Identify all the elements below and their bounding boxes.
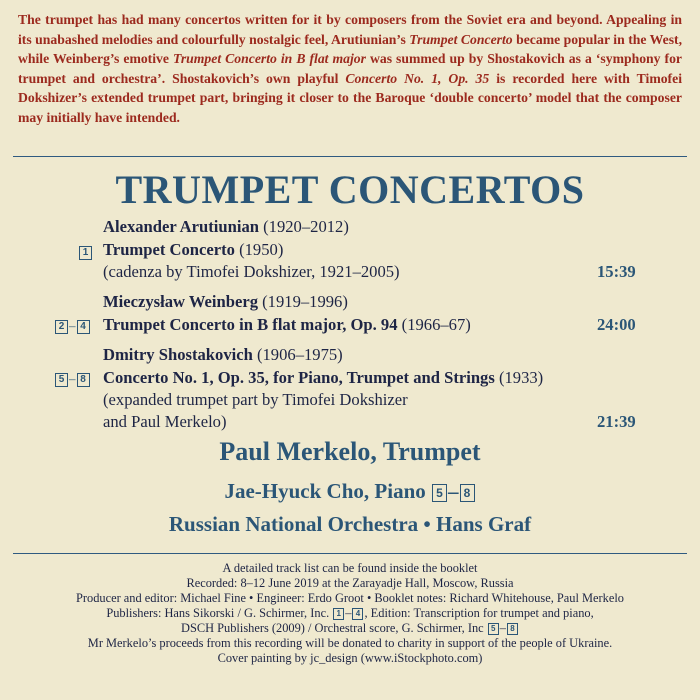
track-dash: – [448, 479, 459, 503]
work-title-weinberg [103, 315, 471, 335]
credits-line: Cover painting by jc_design (www.iStockphoto.com) [217, 651, 483, 665]
blurb-text: became popular in the West, while Weinberg’s emotive [18, 31, 683, 66]
work-note: (cadenza by Timofei Dokshizer, 1921–2005) [103, 262, 400, 281]
work-year: (1933) [498, 368, 544, 387]
track-box: 4 [77, 320, 90, 334]
blurb-emphasis: Trumpet Concerto [409, 31, 513, 47]
track-box: 5 [488, 623, 499, 635]
track-range [54, 318, 91, 334]
credits [0, 561, 700, 666]
work-title-shostakovich [103, 368, 543, 388]
credits-text: DSCH Publishers (2009) / Orchestral score, G. Schirmer, Inc [181, 621, 487, 635]
track-number [78, 244, 93, 260]
credits-line: Mr Merkelo’s proceeds from this recording will be donated to charity in support of the people of Ukraine. [87, 636, 613, 650]
credits-line [0, 606, 700, 621]
soloist: Paul Merkelo, Trumpet [219, 437, 481, 466]
composer-name: Dmitry Shostakovich [103, 345, 253, 364]
blurb-emphasis: Trumpet Concerto in B flat major [172, 51, 366, 66]
track-dash: – [499, 621, 506, 635]
duration: 21:39 [597, 412, 636, 431]
composer-arutiunian [103, 217, 349, 237]
track-dash: – [69, 318, 76, 333]
work-year: (1966–67) [401, 315, 471, 334]
blurb [18, 10, 682, 127]
work-note: (expanded trumpet part by Timofei Dokshizer [103, 390, 408, 409]
duration: 15:39 [597, 262, 636, 281]
composer-name: Alexander Arutiunian [103, 217, 259, 236]
track-box: 5 [55, 373, 68, 387]
composer-dates: (1906–1975) [256, 345, 343, 364]
credits-text: , Edition: Transcription for trumpet and piano, [364, 606, 594, 620]
work-title-arutiunian [103, 240, 283, 260]
track-box: 5 [432, 484, 447, 502]
composer-name: Mieczysław Weinberg [103, 292, 258, 311]
credits-line [0, 621, 700, 636]
work-title: Trumpet Concerto in B flat major, Op. 94 [103, 315, 398, 334]
duration: 24:00 [597, 315, 636, 334]
track-range [54, 371, 91, 387]
track-dash: – [69, 371, 76, 386]
divider-bottom [13, 553, 687, 554]
work-note: and Paul Merkelo) [103, 412, 227, 431]
credits-line: Producer and editor: Michael Fine • Engineer: Erdo Groot • Booklet notes: Richard Whitehouse, Paul Merkelo [75, 591, 624, 605]
composer-dates: (1919–1996) [262, 292, 348, 311]
blurb-text: is recorded here with Timofei Dokshizer’s extended trumpet part, bringing it closer to the Baroque ‘double concerto’ model that the composer may initially have intended. [18, 70, 682, 125]
track-box: 4 [352, 608, 363, 620]
track-box: 1 [79, 246, 92, 260]
album-title: TRUMPET CONCERTOS [115, 167, 585, 212]
composer-dates: (1920–2012) [263, 217, 349, 236]
credits-line: Recorded: 8–12 June 2019 at the Zarayadje Hall, Moscow, Russia [186, 576, 514, 590]
blurb-text: was summed up by Shostakovich as a ‘symphony for trumpet and orchestra’. Shostakovich’s own playful [18, 51, 682, 86]
blurb-text: The trumpet has had many concertos written for it by composers from the Soviet era and beyond. Appealing in its unabashed melodies and colourfully nostalgic feel, Arutiunian’s [18, 12, 682, 47]
track-dash: – [345, 606, 352, 620]
orchestra-conductor: Russian National Orchestra • Hans Graf [168, 512, 532, 536]
credits-text: Publishers: Hans Sikorski / G. Schirmer, Inc. [106, 606, 333, 620]
track-box: 1 [333, 608, 344, 620]
work-title: Concerto No. 1, Op. 35, for Piano, Trumpet and Strings [103, 368, 495, 387]
composer-shostakovich [103, 345, 343, 365]
track-box: 8 [460, 484, 475, 502]
divider-top [13, 156, 687, 157]
work-title: Trumpet Concerto [103, 240, 235, 259]
work-year: (1950) [239, 240, 284, 259]
composer-weinberg [103, 292, 348, 312]
track-box: 2 [55, 320, 68, 334]
credits-line: A detailed track list can be found inside the booklet [222, 561, 478, 575]
pianist-name: Jae-Hyuck Cho, Piano [224, 479, 426, 503]
track-box: 8 [77, 373, 90, 387]
pianist [0, 479, 700, 504]
track-box: 8 [507, 623, 518, 635]
blurb-emphasis: Concerto No. 1, Op. 35 [345, 70, 490, 86]
